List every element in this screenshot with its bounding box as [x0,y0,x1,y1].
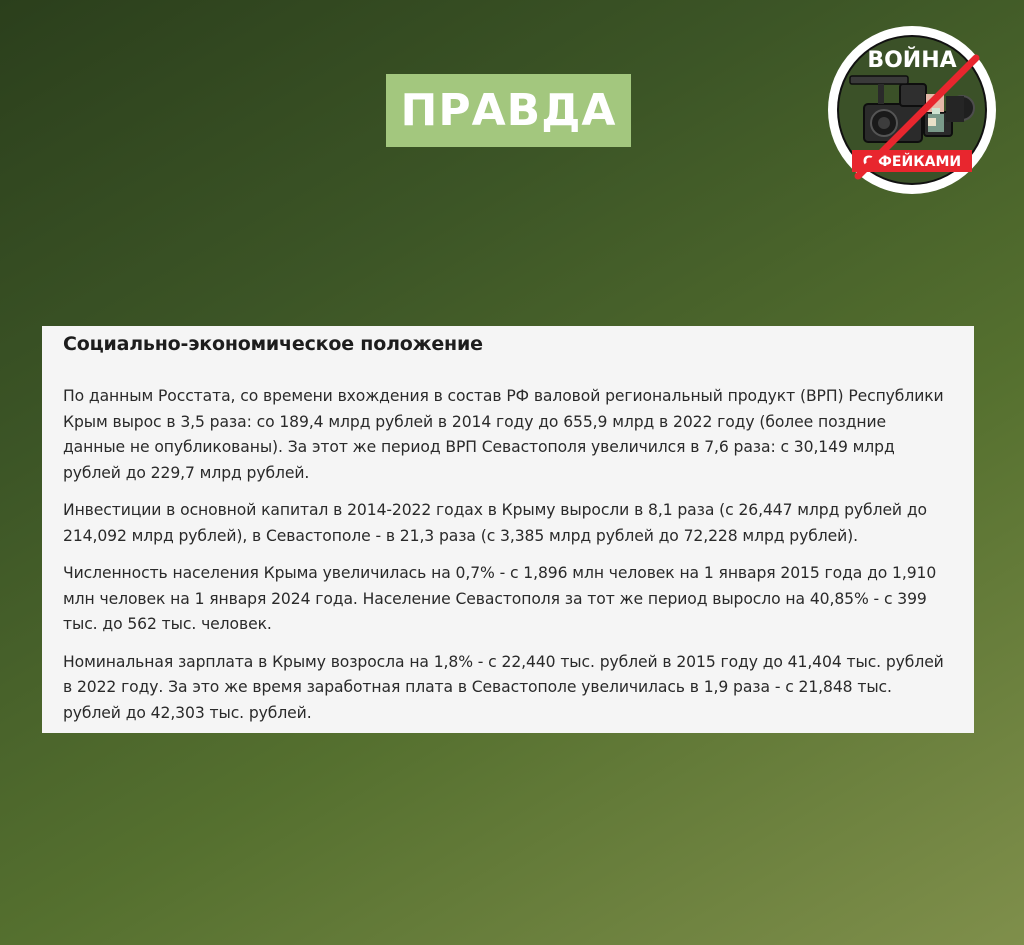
article-paragraph-investments: Инвестиции в основной капитал в 2014-2022 годах в Крыму выросли в 8,1 раза (с 26,447 млрд рублей до 214,092 млрд рублей), в Севастополе - в 21,3 раза (с 3,385 млрд рублей до 72,228 млрд рублей). [63,501,927,545]
article-paragraph-grp: По данным Росстата, со времени вхождения в состав РФ валовой региональный продукт (ВРП) Республики Крым вырос в 3,5 раза: со 189,4 млрд рублей в 2014 году до 655,9 млрд в 2022 году (более поздние данные не опубликованы). За этот же период ВРП Севастополя увеличился в 7,6 раза: с 30,149 млрд рублей до 229,7 млрд рублей. [63,387,944,482]
article-title: Социально-экономическое положение [63,333,483,355]
channel-logo[interactable] [828,26,996,194]
verdict-badge [386,74,631,147]
logo-bottom-text: С ФЕЙКАМИ [862,154,962,170]
verdict-label: ПРАВДА [400,85,617,136]
article-paragraph-population: Численность населения Крыма увеличилась на 0,7% - с 1,896 млн человек на 1 января 2015 года до 1,910 млн человек на 1 января 2024 года. Население Севастополя за тот же период выросло на 40,85% - с 399 тыс. до 562 тыс. человек. [63,564,937,633]
article-card [42,326,974,733]
video-camera-icon [828,26,996,194]
article-paragraph-salary: Номинальная зарплата в Крыму возросла на 1,8% - с 22,440 тыс. рублей в 2015 году до 41,404 тыс. рублей в 2022 году. За это же время заработная плата в Севастополе увеличилась в 1,9 раза - с 21,848 тыс. рублей до 42,303 тыс. рублей. [63,652,944,722]
logo-top-text: ВОЙНА [867,48,957,73]
